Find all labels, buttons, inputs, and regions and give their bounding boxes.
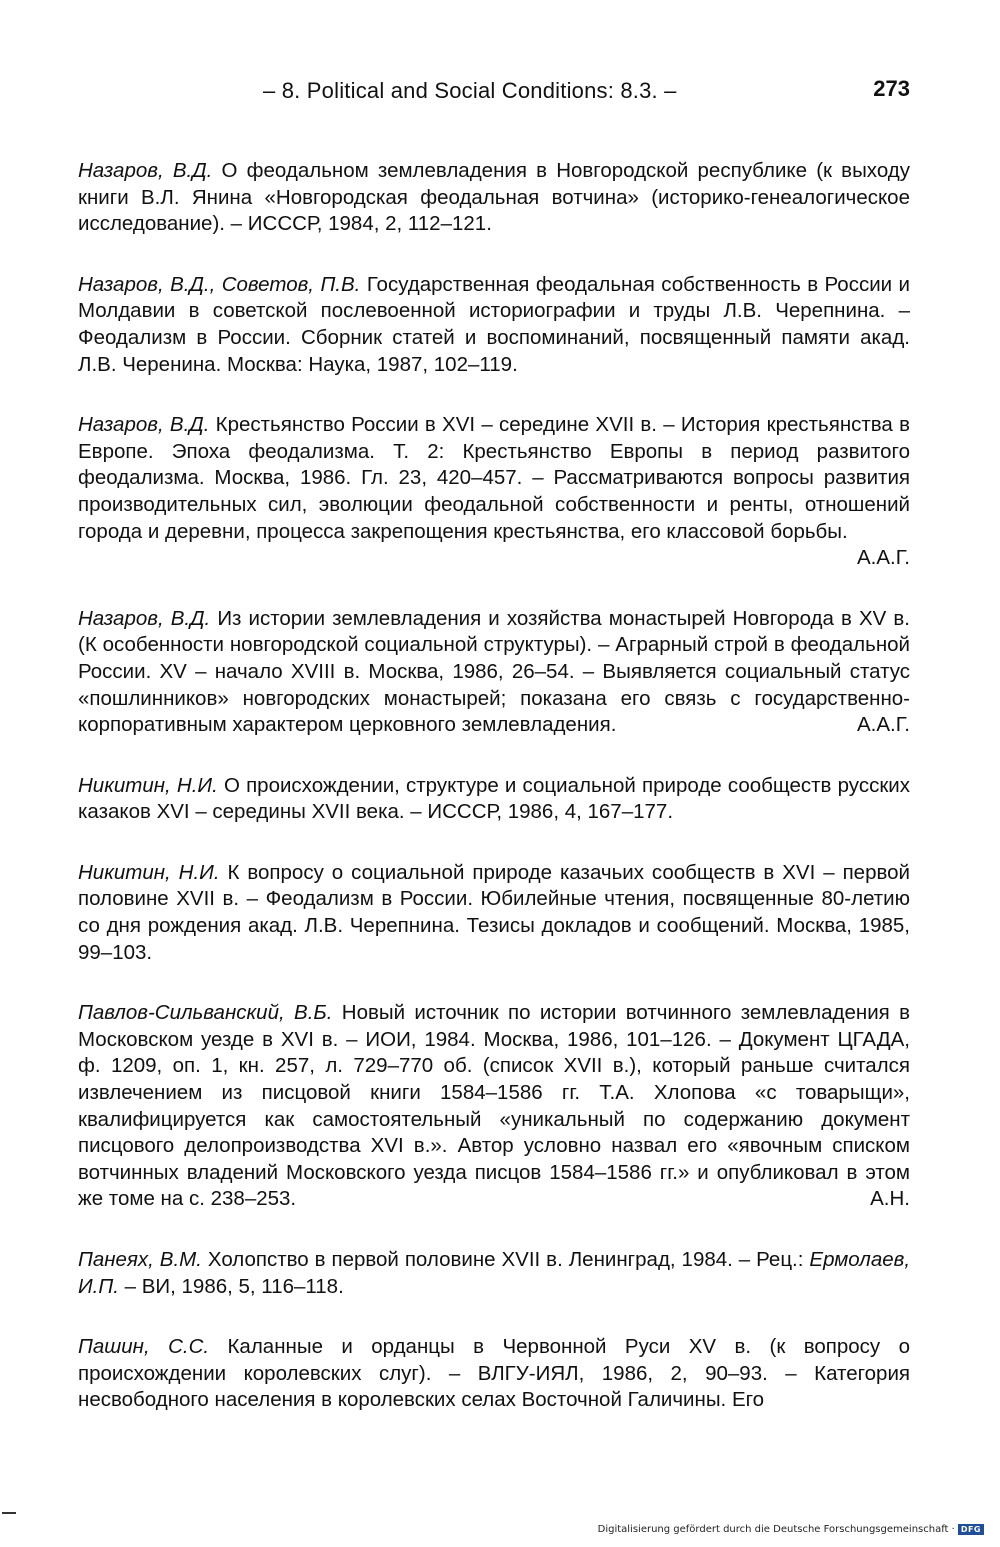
entry-text: О феодальном землевладения в Новгородской республике (к выходу книги В.Л. Янина «Новгородская феодальная вотчина» (историко-генеалогическое исследование). – ИСССР, 1984, 2, 112–121.: [78, 159, 910, 236]
entry-author: Панеях, В.М.: [78, 1248, 202, 1271]
entry-text: О происхождении, структуре и социальной природе сообществ русских казаков XVI – середины XVII века. – ИСССР, 1986, 4, 167–177.: [78, 773, 910, 824]
entry-author: Назаров, В.Д.: [78, 159, 213, 182]
running-head: [78, 78, 910, 114]
entry-author: Назаров, В.Д.: [78, 413, 210, 437]
entry-text: Каланные и орданцы в Червонной Руси XV в. (к вопросу о происхождении королевских слуг). – ВЛГУ-ИЯЛ, 1986, 2, 90–93. – Категория несвободного населения в королевских селах Восточной Галичины. Его: [78, 1335, 910, 1412]
bibliography-entry: [78, 1334, 910, 1414]
bibliography-entry: [78, 158, 910, 238]
entry-author: Пашин, С.С.: [78, 1335, 210, 1359]
bibliography-entry: [78, 606, 910, 739]
credit-text: Digitalisierung gefördert durch die Deutsche Forschungsgemeinschaft ·: [597, 1524, 955, 1535]
entry-text-after: – ВИ, 1986, 5, 116–118.: [118, 1274, 344, 1298]
entry-text: К вопросу о социальной природе казачьих сообществ в XVI – первой половине XVII в. – Феодализм в России. Юбилейные чтения, посвященные 80-летию со дня рождения акад. Л.В. Черепнина. Тезисы докладов и сообщений. Москва, 1985, 99–103.: [78, 860, 910, 964]
entry-author: Никитин, Н.И.: [78, 773, 218, 797]
page-number: 273: [873, 76, 910, 101]
bibliography-entry: [78, 773, 910, 826]
review-author: Ермолаев, И.П.: [78, 1248, 911, 1298]
reviewer-initials: А.А.Г.: [856, 713, 910, 737]
entry-text: Холопство в первой половине XVII в. Ленинград, 1984. – Рец.:: [201, 1248, 810, 1271]
bibliography-entries: [78, 158, 910, 1448]
margin-mark: [2, 1512, 16, 1514]
entry-text: Из истории землевладения и хозяйства монастырей Новгорода в XV в. (К особенности новгородской социальной структуры). – Аграрный строй в феодальной России. XV – начало XVIII в. Москва, 1986, 26–54. – Выявляется социальный статус «пошлинников» новгородских монастырей; показана его связь с государственно-корпоративным характером церковного землевладения.: [78, 606, 910, 737]
entry-author: Назаров, В.Д.: [78, 606, 211, 630]
entry-text: Новый источник по истории вотчинного землевладения в Московском уезде в XVI в. – ИОИ, 1984. Москва, 1986, 101–126. – Документ ЦГАДА, ф. 1209, оп. 1, кн. 257, л. 729–770 об. (список XVII в.), который раньше считался извлечением из писцовой книги 1584–1586 гг. Т.А. Хлопова «с товарыщи», квалифицируется как самостоятельный «уникальный по содержанию документ писцового делопроизводства XVI в.». Автор условно назвал его «явочным списком вотчинных владений Московского уезда писцов 1584–1586 гг.» и опубликовал в этом же томе на с. 238–253.: [78, 1001, 910, 1211]
bibliography-entry: [78, 860, 910, 966]
bibliography-entry: [78, 272, 910, 378]
entry-author: Павлов-Сильванский, В.Б.: [78, 1001, 333, 1025]
entry-text: Крестьянство России в XVI – середине XVII в. – История крестьянства в Европе. Эпоха феодализма. Т. 2: Крестьянство Европы в период развитого феодализма. Москва, 1986. Гл. 23, 420–457. – Рассматриваются вопросы развития производительных сил, эволюции феодальной собственности и ренты, отношений города и деревни, процесса закрепощения крестьянства, его классовой борьбы.: [78, 413, 910, 543]
bibliography-entry: [78, 1000, 910, 1213]
bibliography-entry: [78, 412, 910, 572]
running-title: – 8. Political and Social Conditions: 8.3. –: [263, 78, 677, 103]
digitization-credit: [598, 1524, 984, 1535]
entry-text: Государственная феодальная собственность в России и Молдавии в советской послевоенной историографии и труды Л.В. Черепнина. – Феодализм в России. Сборник статей и воспоминаний, посвященный памяти акад. Л.В. Черенина. Москва: Наука, 1987, 102–119.: [78, 272, 911, 376]
entry-author: Никитин, Н.И.: [78, 860, 220, 884]
bibliography-entry: [78, 1247, 910, 1300]
reviewer-initials: А.Н.: [870, 1187, 910, 1211]
entry-author: Назаров, В.Д., Советов, П.В.: [78, 272, 361, 296]
reviewer-initials: А.А.Г.: [856, 546, 910, 570]
dfg-logo-icon: DFG: [958, 1524, 984, 1535]
